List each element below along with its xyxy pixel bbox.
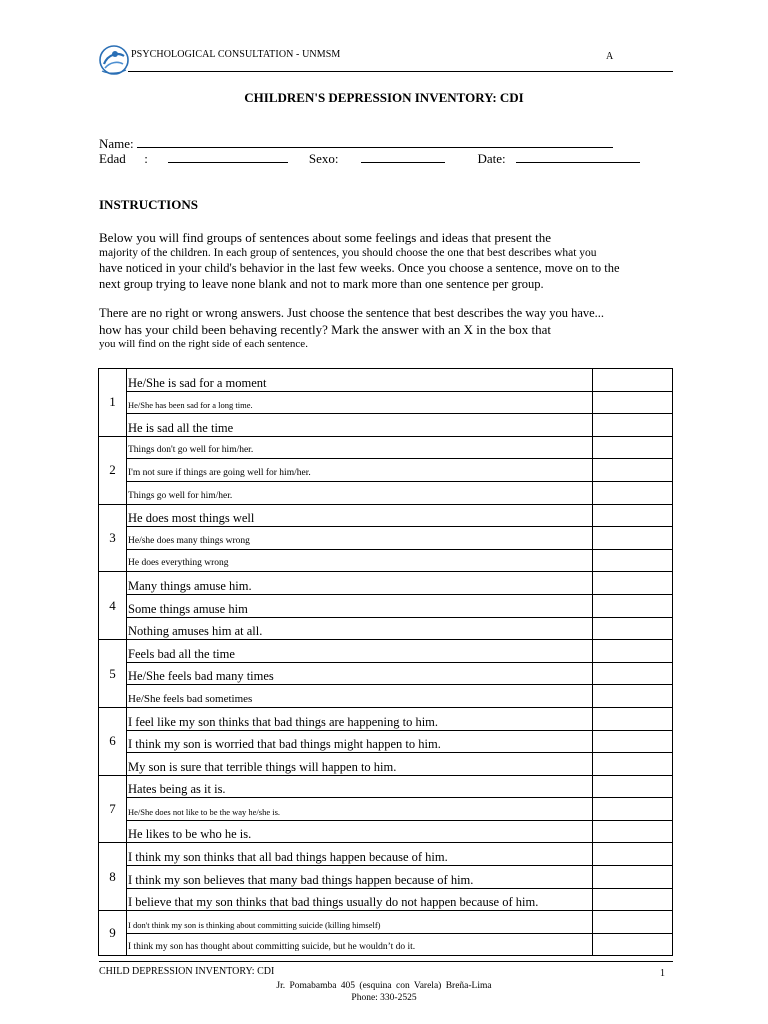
instruction-line: how has your child been behaving recently? Mark the answer with an X in the box that [99,321,551,337]
footer-address: Jr. Pomabamba 405 (esquina con Varela) Breña-Lima [276,981,492,991]
answer-checkbox[interactable] [593,775,673,798]
item-option-row [99,753,673,776]
item-option-row [99,798,673,821]
item-option-row [99,549,673,572]
item-option-row [99,459,673,482]
instruction-line: There are no right or wrong answers. Just choose the sentence that best describes the way you have... [99,306,605,320]
option-sentence: He does everything wrong [127,549,593,572]
answer-checkbox[interactable] [593,481,673,504]
instruction-line: next group trying to leave none blank and not to mark more than one sentence per group. [99,276,544,291]
header-rule [128,71,673,72]
answer-checkbox[interactable] [593,707,673,730]
answer-checkbox[interactable] [593,911,673,934]
option-sentence: Nothing amuses him at all. [127,617,593,640]
item-option-row [99,414,673,437]
option-sentence: Hates being as it is. [127,775,593,798]
item-option-row [99,933,673,956]
details-row [99,151,640,167]
footer-phone: Phone: 330-2525 [351,993,417,1003]
option-sentence: I don't think my son is thinking about committing suicide (killing himself) [127,911,593,934]
age-label: Edad [99,151,126,166]
university-logo-icon [98,44,130,76]
item-number: 9 [99,911,127,956]
answer-checkbox[interactable] [593,527,673,550]
answer-checkbox[interactable] [593,798,673,821]
answer-checkbox[interactable] [593,753,673,776]
header-form-letter: A [606,51,614,62]
instruction-line: majority of the children. In each group of sentences, you should choose the one that best describes what you [99,246,597,259]
option-sentence: He/She is sad for a moment [127,369,593,392]
option-sentence: My son is sure that terrible things will happen to him. [127,753,593,776]
option-sentence: Some things amuse him [127,594,593,617]
item-number: 1 [99,369,127,437]
option-sentence: He/She feels bad many times [127,662,593,685]
option-sentence: I believe that my son thinks that bad things usually do not happen because of him. [127,888,593,911]
answer-checkbox[interactable] [593,662,673,685]
option-sentence: He does most things well [127,504,593,527]
option-sentence: I think my son thinks that all bad things happen because of him. [127,843,593,866]
item-number: 2 [99,436,127,504]
item-option-row [99,662,673,685]
option-sentence: He/she does many things wrong [127,527,593,550]
option-sentence: He/She feels bad sometimes [127,685,593,708]
age-colon: : [144,151,148,166]
item-number: 5 [99,640,127,708]
item-option-row [99,730,673,753]
option-sentence: He is sad all the time [127,414,593,437]
page-number: 1 [660,968,665,979]
answer-checkbox[interactable] [593,820,673,843]
item-option-row [99,911,673,934]
answer-checkbox[interactable] [593,640,673,663]
answer-checkbox[interactable] [593,888,673,911]
item-number: 7 [99,775,127,843]
option-sentence: I think my son is worried that bad things might happen to him. [127,730,593,753]
answer-checkbox[interactable] [593,549,673,572]
sex-label: Sexo: [308,151,339,166]
answer-checkbox[interactable] [593,594,673,617]
item-number: 4 [99,572,127,640]
item-option-row [99,866,673,889]
answer-checkbox[interactable] [593,459,673,482]
answer-checkbox[interactable] [593,572,673,595]
name-row [99,136,613,152]
answer-checkbox[interactable] [593,617,673,640]
item-option-row [99,888,673,911]
option-sentence: Feels bad all the time [127,640,593,663]
item-option-row [99,617,673,640]
age-field[interactable] [168,152,288,163]
item-option-row [99,775,673,798]
item-option-row [99,391,673,414]
instructions-paragraph-2 [99,306,674,353]
instructions-paragraph-1 [99,230,674,292]
answer-checkbox[interactable] [593,436,673,459]
option-sentence: I feel like my son thinks that bad things are happening to him. [127,707,593,730]
instruction-line: you will find on the right side of each sentence. [99,338,308,350]
answer-checkbox[interactable] [593,933,673,956]
footer-title: CHILD DEPRESSION INVENTORY: CDI [99,966,275,977]
instruction-line: have noticed in your child's behavior in the last few weeks. Once you choose a sentence, move on to the [99,261,620,275]
option-sentence: Things don't go well for him/her. [127,436,593,459]
answer-checkbox[interactable] [593,843,673,866]
option-sentence: He/She does not like to be the way he/she is. [127,798,593,821]
option-sentence: I'm not sure if things are going well for him/her. [127,459,593,482]
item-option-row [99,707,673,730]
date-label: Date: [477,151,506,166]
instruction-line: Below you will find groups of sentences about some feelings and ideas that present the [99,230,552,245]
date-field[interactable] [516,152,640,163]
item-option-row [99,843,673,866]
answer-checkbox[interactable] [593,866,673,889]
option-sentence: He likes to be who he is. [127,820,593,843]
item-number: 6 [99,707,127,775]
item-option-row [99,527,673,550]
option-sentence: I think my son believes that many bad things happen because of him. [127,866,593,889]
item-option-row [99,820,673,843]
instructions-heading: INSTRUCTIONS [99,197,198,212]
option-sentence: Things go well for him/her. [127,481,593,504]
answer-checkbox[interactable] [593,391,673,414]
answer-checkbox[interactable] [593,504,673,527]
cdi-items-table [98,368,673,956]
option-sentence: I think my son has thought about committing suicide, but he wouldn’t do it. [127,933,593,956]
item-option-row [99,481,673,504]
item-option-row [99,369,673,392]
answer-checkbox[interactable] [593,414,673,437]
header-organization: PSYCHOLOGICAL CONSULTATION - UNMSM [131,49,341,60]
item-option-row [99,504,673,527]
name-field[interactable] [137,137,613,148]
answer-checkbox[interactable] [593,730,673,753]
option-sentence: Many things amuse him. [127,572,593,595]
name-label: Name: [99,136,134,151]
document-title: CHILDREN'S DEPRESSION INVENTORY: CDI [244,90,524,105]
footer-rule [99,961,673,962]
item-option-row [99,594,673,617]
sex-field[interactable] [361,152,445,163]
answer-checkbox[interactable] [593,685,673,708]
item-option-row [99,436,673,459]
item-option-row [99,640,673,663]
item-number: 8 [99,843,127,911]
item-option-row [99,685,673,708]
answer-checkbox[interactable] [593,369,673,392]
item-option-row [99,572,673,595]
option-sentence: He/She has been sad for a long time. [127,391,593,414]
item-number: 3 [99,504,127,572]
